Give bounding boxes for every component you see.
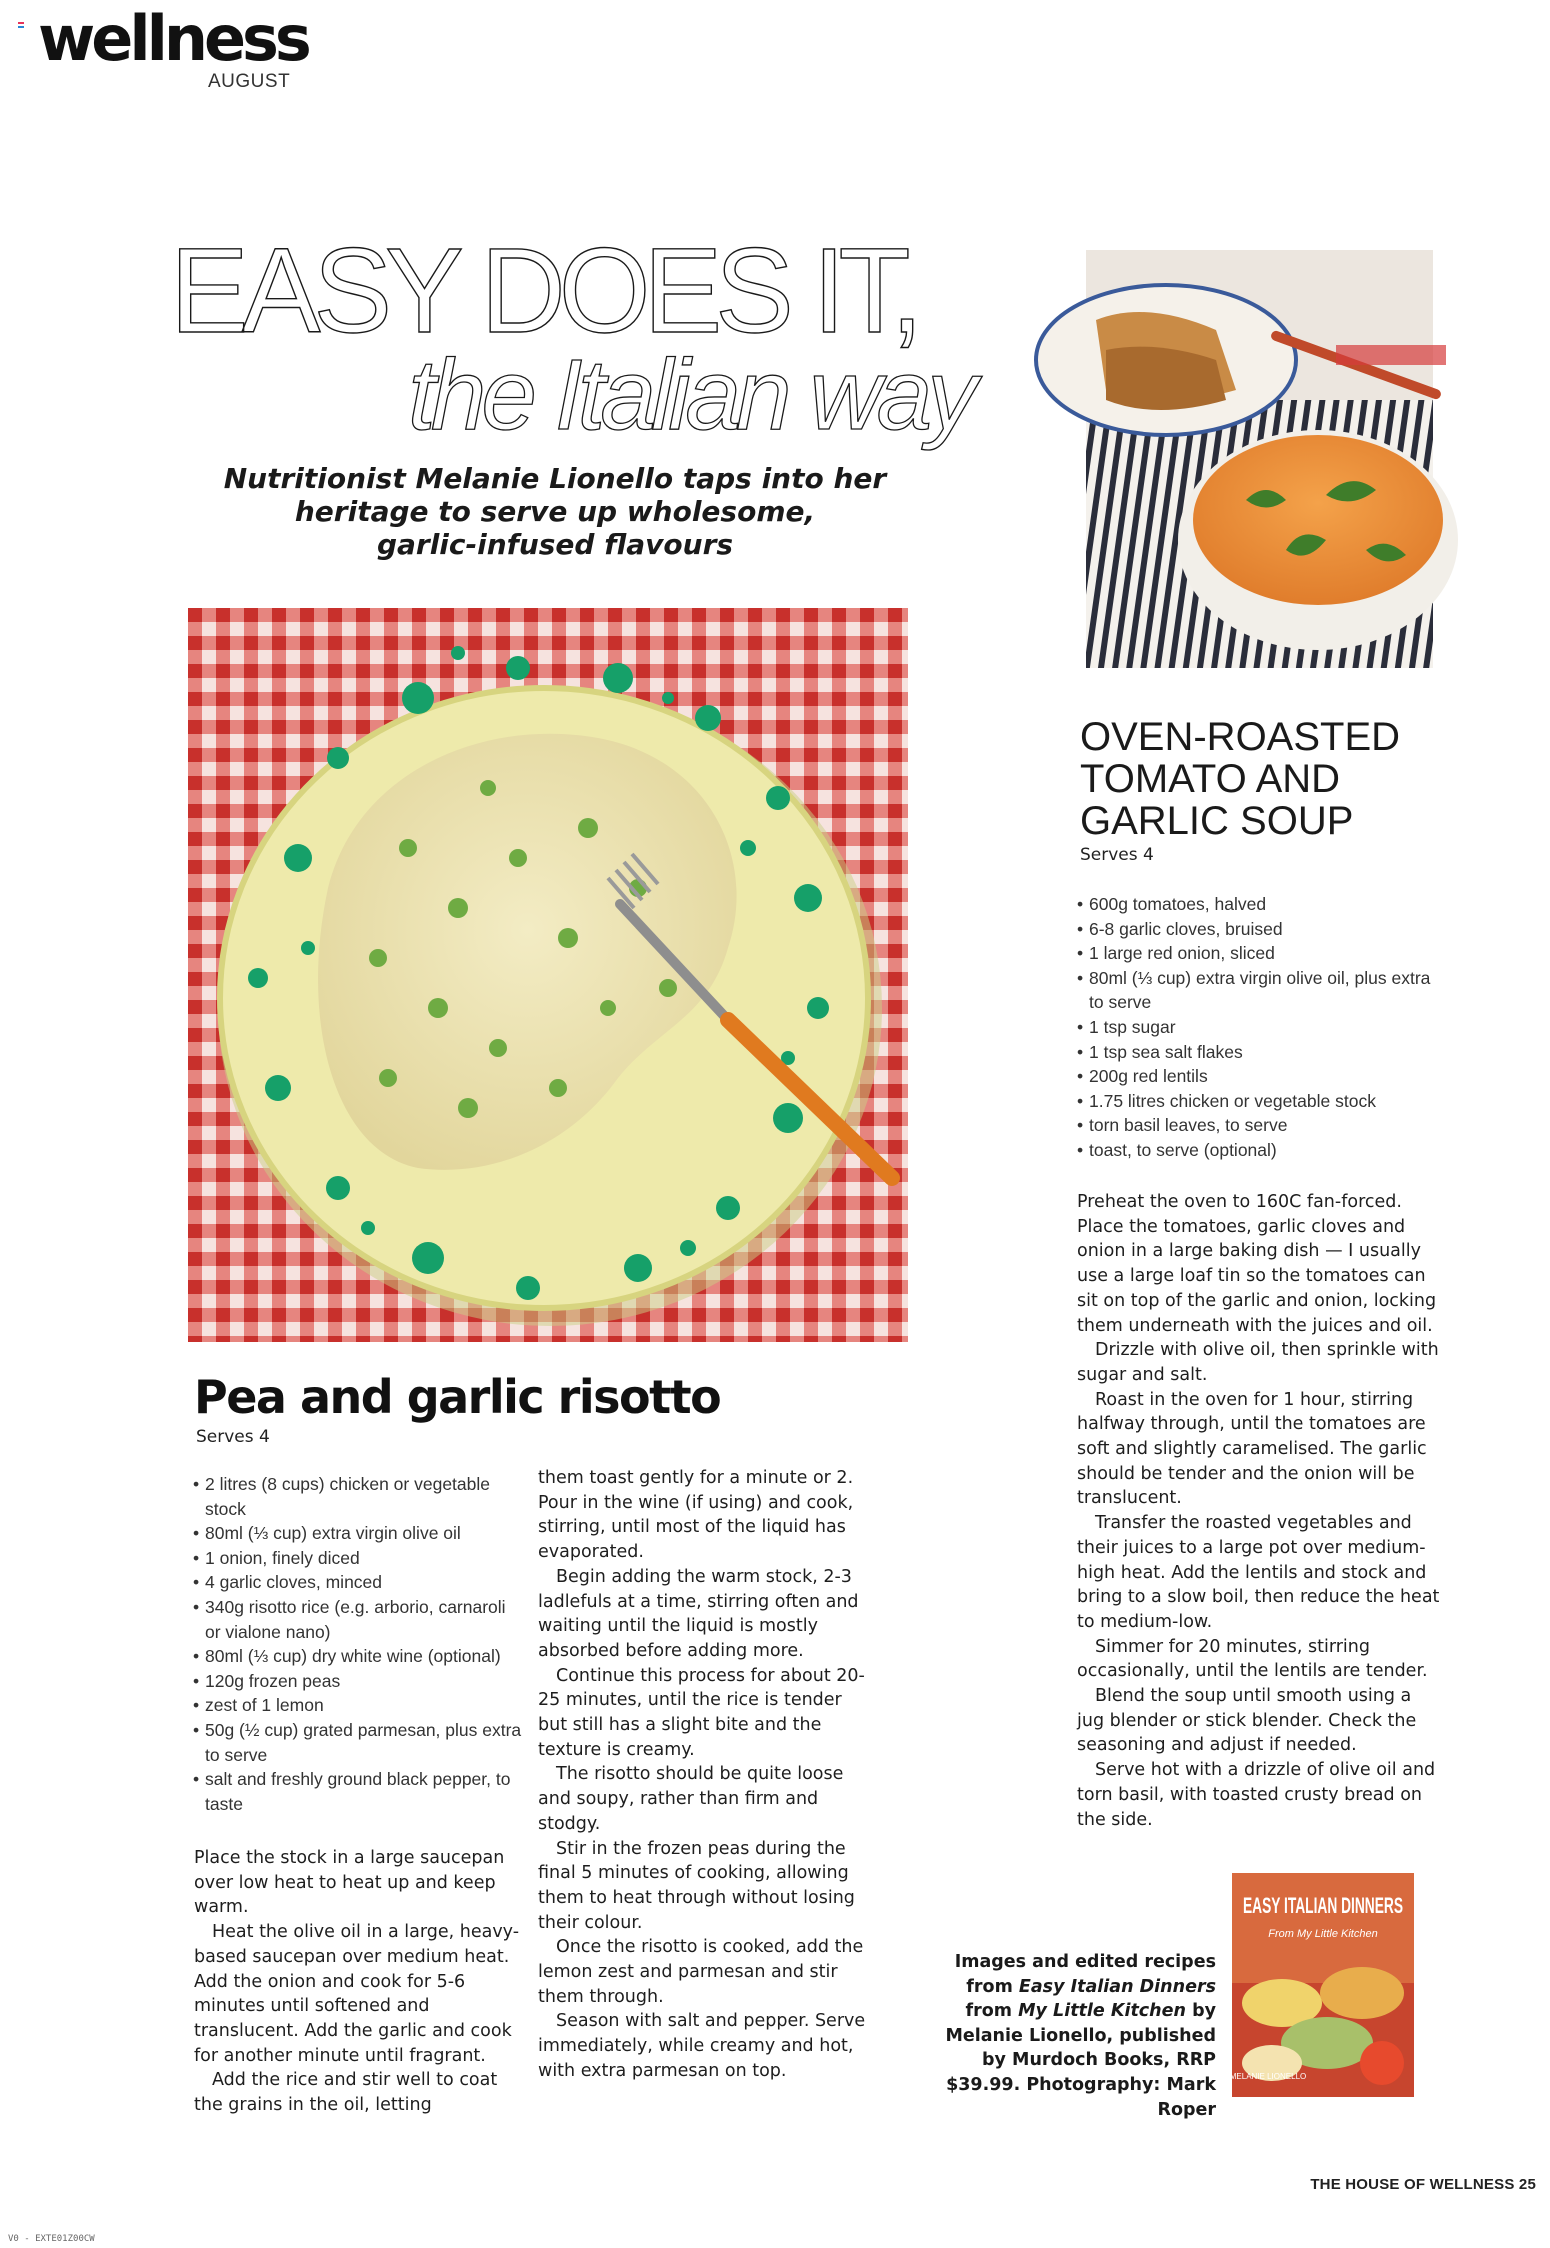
method-paragraph: Transfer the roasted vegetables and their juices to a large pot over medium-high heat. Add the lentils and stock and bring to a slow boil, then reduce the heat to medium-low. — [1077, 1513, 1440, 1632]
method-paragraph: Drizzle with olive oil, then sprinkle with sugar and salt. — [1077, 1340, 1439, 1385]
method-paragraph: Blend the soup until smooth using a jug blender or stick blender. Check the seasoning and adjust if needed. — [1077, 1686, 1417, 1756]
article-title-line1: EASY DOES IT, — [170, 223, 917, 359]
book-cover-title: EASY ITALIAN DINNERS — [1243, 1893, 1403, 1918]
standfirst-line: Nutritionist Melanie Lionello taps into her — [223, 462, 887, 495]
publication-name: THE HOUSE OF WELLNESS — [1310, 2176, 1515, 2193]
credit-book-title: Easy Italian Dinners — [1018, 1976, 1216, 1997]
method-paragraph: Roast in the oven for 1 hour, stirring halfway through, until the tomatoes are soft and slightly caramelised. The garlic should be tender and the onion will be translucent. — [1077, 1389, 1427, 1509]
soup-serves: Serves 4 — [1080, 845, 1154, 865]
ingredient-item: • 600g tomatoes, halved — [1077, 892, 1447, 917]
method-paragraph: Place the stock in a large saucepan over low heat to heat up and keep warm. — [194, 1848, 505, 1918]
method-paragraph: Preheat the oven to 160C fan-forced. Place the tomatoes, garlic cloves and onion in a large baking dish — I usually use a large loaf tin so the tomatoes can sit on top of the garlic and onion, locking them underneath with the juices and oil. — [1077, 1192, 1437, 1336]
ingredient-item: • 2 litres (8 cups) chicken or vegetable stock — [193, 1472, 523, 1521]
brand-logo: wellness — [38, 2, 308, 75]
ingredient-item: • 80ml (⅓ cup) dry white wine (optional) — [193, 1644, 523, 1669]
credit-book-subtitle: My Little Kitchen — [1018, 2001, 1186, 2022]
standfirst-line: garlic-infused flavours — [376, 528, 734, 561]
risotto-method-column-2 — [538, 1466, 870, 2084]
risotto-ingredients — [193, 1472, 523, 1816]
risotto-serves: Serves 4 — [196, 1427, 270, 1447]
ingredient-item: • 50g (½ cup) grated parmesan, plus extra to serve — [193, 1718, 523, 1767]
soup-photo — [1086, 250, 1433, 668]
method-paragraph: Stir in the frozen peas during the final 5 minutes of cooking, allowing them to heat through without losing their colour. — [538, 1838, 855, 1933]
standfirst-line: heritage to serve up wholesome, — [294, 495, 816, 528]
ingredient-item: • 80ml (⅓ cup) extra virgin olive oil — [193, 1521, 523, 1546]
ingredient-item: • zest of 1 lemon — [193, 1693, 523, 1718]
method-paragraph: Once the risotto is cooked, add the lemon zest and parmesan and stir them through. — [538, 1937, 864, 2007]
page-number: 25 — [1518, 2176, 1536, 2193]
ingredient-item: • toast, to serve (optional) — [1077, 1138, 1447, 1163]
credit-text: Images and edited recipes from — [954, 1952, 1216, 1997]
method-paragraph: Begin adding the warm stock, 2-3 ladlefuls at a time, stirring often and waiting until the liquid is mostly absorbed before adding more. — [538, 1566, 859, 1661]
soup-heading: OVEN-ROASTED TOMATO AND GARLIC SOUP — [1080, 715, 1401, 843]
article-title-line2: the Italian way — [408, 339, 973, 451]
method-paragraph: Simmer for 20 minutes, stirring occasionally, until the lentils are tender. — [1077, 1636, 1428, 1682]
ingredient-item: • 1 tsp sea salt flakes — [1077, 1040, 1447, 1065]
ingredient-item: • 4 garlic cloves, minced — [193, 1570, 523, 1595]
credit-text: from — [965, 2001, 1013, 2022]
book-cover-author: MELANIE LIONELLO — [1229, 2072, 1307, 2081]
brand-mark — [18, 22, 24, 29]
risotto-method-column-1 — [194, 1846, 524, 2118]
method-paragraph: Season with salt and pepper. Serve immediately, while creamy and hot, with extra parmesan on top. — [538, 2011, 866, 2081]
soup-ingredients — [1077, 892, 1447, 1163]
ingredient-item: • salt and freshly ground black pepper, to taste — [193, 1767, 523, 1816]
standfirst — [190, 462, 920, 561]
book-cover-subtitle: From My Little Kitchen — [1268, 1928, 1378, 1940]
method-paragraph: Serve hot with a drizzle of olive oil and torn basil, with toasted crusty bread on the side. — [1077, 1760, 1436, 1830]
ingredient-item: • 6-8 garlic cloves, bruised — [1077, 917, 1447, 942]
method-paragraph: The risotto should be quite loose and soupy, rather than firm and stodgy. — [538, 1764, 844, 1834]
ingredient-item: • 200g red lentils — [1077, 1064, 1447, 1089]
ingredient-item: • torn basil leaves, to serve — [1077, 1113, 1447, 1138]
ingredient-item: • 1.75 litres chicken or vegetable stock — [1077, 1089, 1447, 1114]
ingredient-item: • 1 onion, finely diced — [193, 1546, 523, 1571]
risotto-heading: Pea and garlic risotto — [194, 1370, 721, 1424]
page-footer — [1310, 2176, 1536, 2193]
issue-month: AUGUST — [208, 71, 291, 92]
method-paragraph: Heat the olive oil in a large, heavy-based saucepan over medium heat. Add the onion and cook for 5-6 minutes until softened and translucent. Add the garlic and cook for another minute until fragrant. — [194, 1922, 520, 2066]
method-paragraph: Continue this process for about 20-25 minutes, until the rice is tender but still has a slight bite and the texture is creamy. — [538, 1665, 865, 1760]
ingredient-item: • 120g frozen peas — [193, 1669, 523, 1694]
ingredient-item: • 1 large red onion, sliced — [1077, 941, 1447, 966]
risotto-photo — [188, 608, 908, 1342]
method-paragraph: Add the rice and stir well to coat the grains in the oil, letting — [194, 2070, 498, 2116]
book-cover — [1229, 1873, 1414, 2097]
method-paragraph: them toast gently for a minute or 2. Pour in the wine (if using) and cook, stirring, until most of the liquid has evaporated. — [538, 1468, 854, 1563]
print-slug: V0 - EXTE01Z00CW — [8, 2234, 95, 2244]
ingredient-item: • 80ml (⅓ cup) extra virgin olive oil, plus extra to serve — [1077, 966, 1447, 1015]
book-credit — [940, 1950, 1216, 2122]
ingredient-item: • 340g risotto rice (e.g. arborio, carnaroli or vialone nano) — [193, 1595, 523, 1644]
credit-text: by Melanie Lionello, published by Murdoch Books, RRP $39.99. Photography: Mark Roper — [945, 2001, 1216, 2120]
ingredient-item: • 1 tsp sugar — [1077, 1015, 1447, 1040]
soup-method — [1077, 1190, 1442, 1832]
